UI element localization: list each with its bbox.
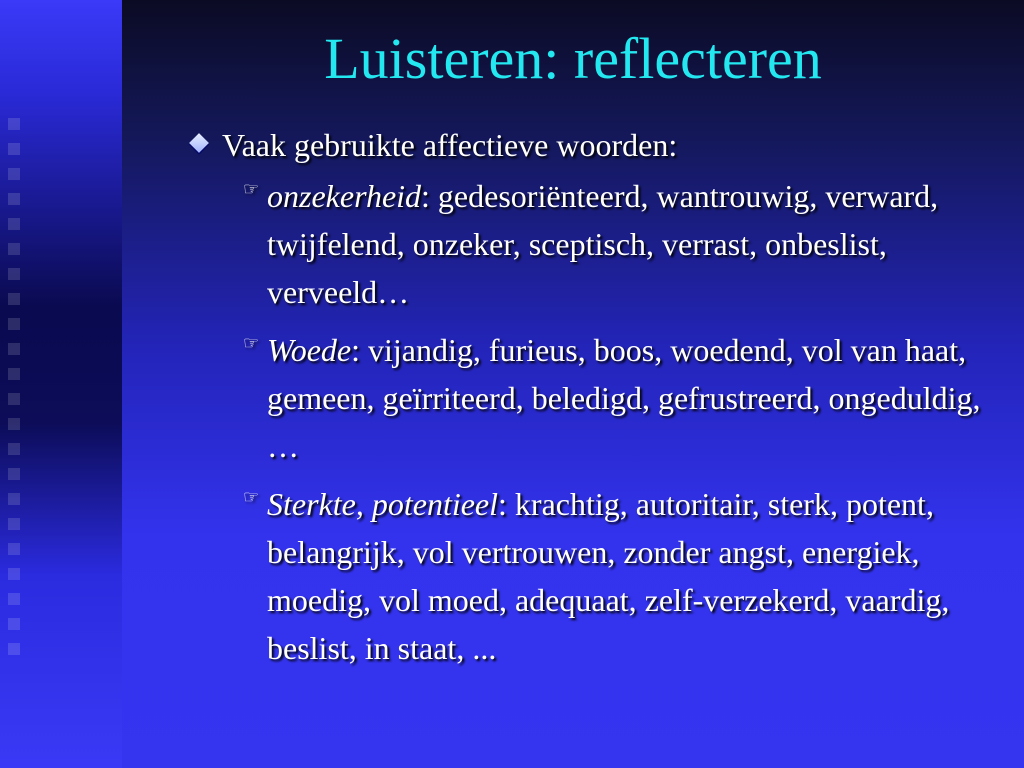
slide-content [190, 122, 1010, 682]
pointing-hand-icon: ☞ [243, 333, 260, 353]
sub-bullet-item [235, 326, 1010, 470]
sub-bullet-text: : krachtig, autoritair, sterk, potent, belangrijk, vol vertrouwen, zonder angst, energiek, moedig, vol moed, adequaat, zelf-verzekerd, vaardig, beslist, in staat, ... [267, 486, 950, 666]
sub-bullet-term: Woede [267, 332, 352, 368]
decorative-squares [6, 118, 28, 668]
sub-bullet-term: onzekerheid [267, 178, 422, 214]
sub-bullet-item [235, 172, 1010, 316]
main-bullet-item [190, 122, 1010, 168]
pointing-hand-icon: ☞ [243, 487, 260, 507]
sub-bullet-text: : gedesoriënteerd, wantrouwig, verward, twijfelend, onzeker, sceptisch, verrast, onbeslist, verveeld… [267, 178, 939, 310]
sub-bullet-term: Sterkte, potentieel [267, 486, 499, 522]
left-decorative-strip [0, 0, 122, 768]
slide-title: Luisteren: reflecteren [324, 26, 822, 91]
main-bullet-text: Vaak gebruikte affectieve woorden: [222, 127, 678, 163]
diamond-bullet-icon [189, 133, 209, 153]
sub-bullet-text: : vijandig, furieus, boos, woedend, vol van haat, gemeen, geïrriteerd, beledigd, gefrustreerd, ongeduldig, … [267, 332, 981, 464]
sub-bullet-item [235, 480, 1010, 672]
pointing-hand-icon: ☞ [243, 179, 260, 199]
